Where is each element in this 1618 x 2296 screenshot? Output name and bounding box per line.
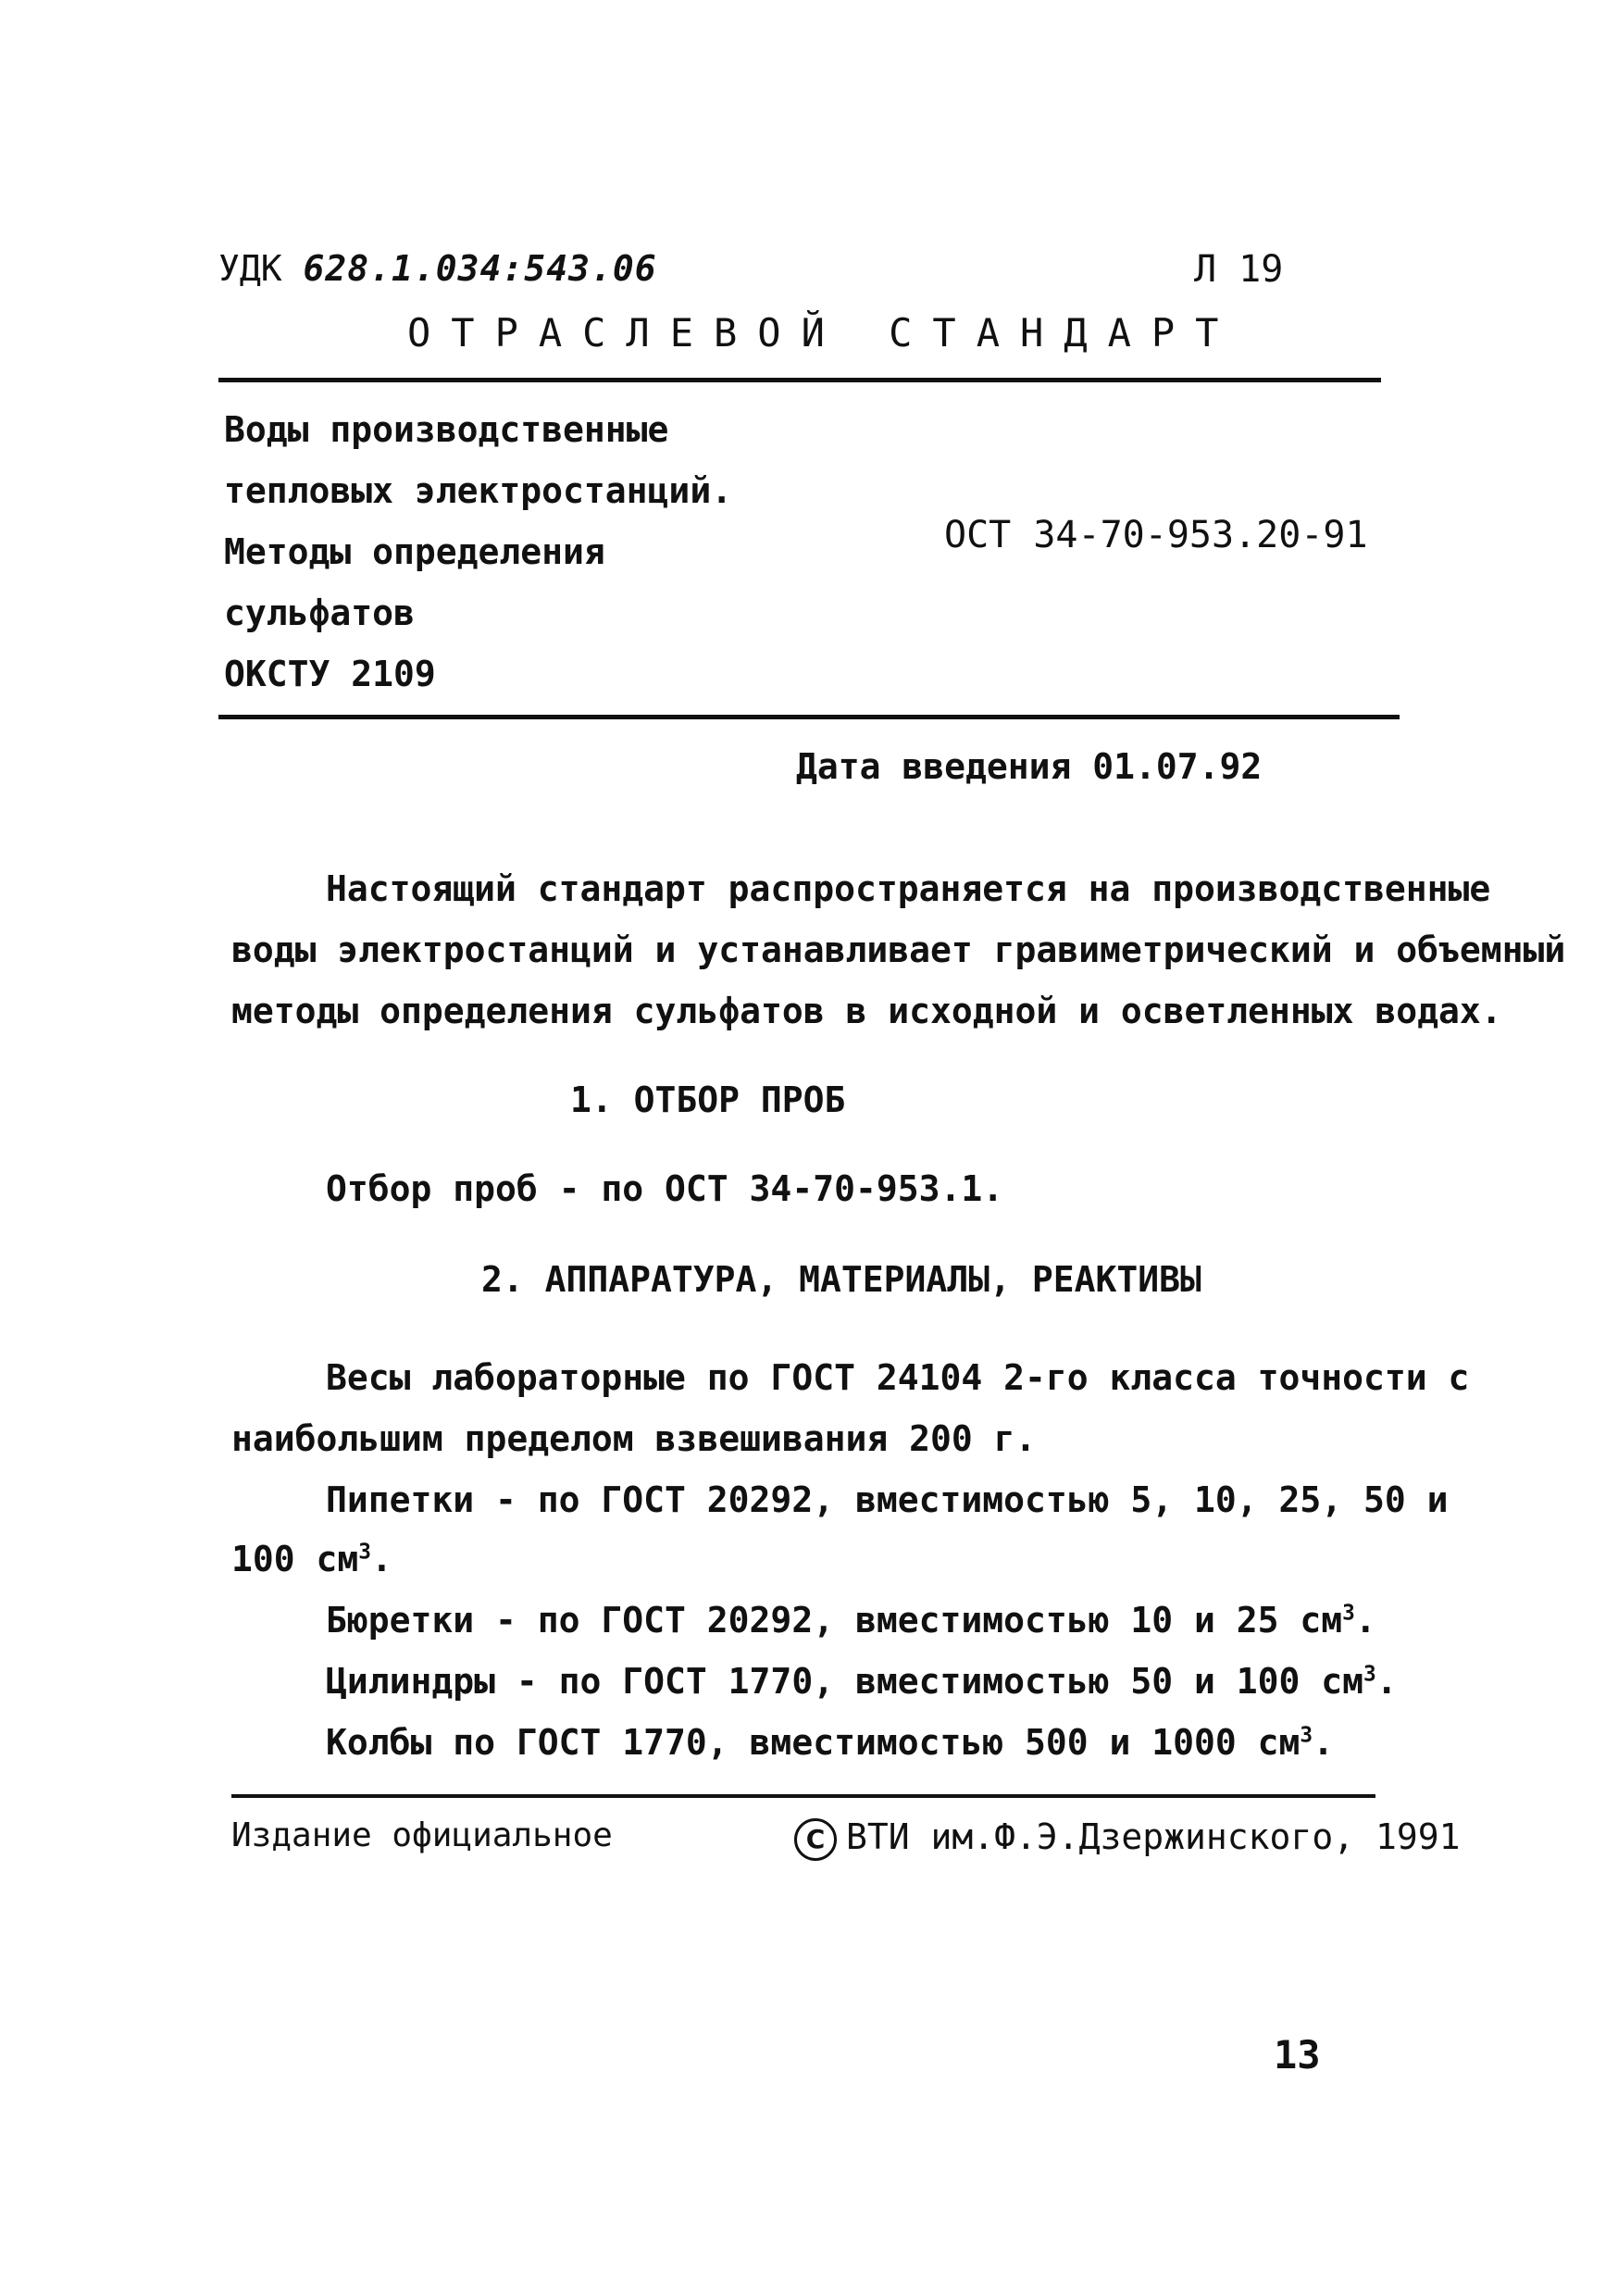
top-rule bbox=[218, 378, 1381, 382]
footer-rule bbox=[231, 1794, 1375, 1798]
cylinders-line: Цилиндры - по ГОСТ 1770, вместимостью 50 и 100 $см^3$. bbox=[326, 1661, 1398, 1702]
group-code: Л 19 bbox=[1194, 248, 1284, 291]
scales-line-2: наибольшим пределом взвешивания 200 г. bbox=[231, 1418, 1037, 1459]
burettes-line: Бюретки - по ГОСТ 20292, вместимостью 10 и 25 $см^3$. bbox=[326, 1600, 1376, 1641]
section-2-heading: 2. АППАРАТУРА, МАТЕРИАЛЫ, РЕАКТИВЫ bbox=[481, 1259, 1201, 1300]
copyright-holder: ВТИ им.Ф.Э.Дзержинского, 1991 bbox=[846, 1816, 1461, 1857]
meta-line-5: ОКСТУ 2109 bbox=[224, 654, 436, 694]
pipettes-line-1: Пипетки - по ГОСТ 20292, вместимостью 5, 10, 25, 50 и bbox=[326, 1479, 1449, 1520]
intro-line-3: методы определения сульфатов в исходной и осветленных водах. bbox=[231, 991, 1502, 1031]
udk-number: 628.1.034:543.06 bbox=[303, 248, 657, 289]
pipettes-line-2: 100 $см^3$. bbox=[231, 1539, 392, 1579]
flasks-line: Колбы по ГОСТ 1770, вместимостью 500 и 1000 $см^3$. bbox=[326, 1722, 1335, 1763]
meta-line-2: тепловых электростанций. bbox=[224, 470, 733, 511]
scales-line-1: Весы лабораторные по ГОСТ 24104 2-го класса точности с bbox=[326, 1357, 1470, 1398]
section-1-text: Отбор проб - по ОСТ 34-70-953.1. bbox=[326, 1168, 1004, 1209]
official-edition-label: Издание официальное bbox=[231, 1816, 613, 1854]
standard-code: ОСТ 34-70-953.20-91 bbox=[944, 514, 1368, 556]
intro-line-1: Настоящий стандарт распространяется на производственные bbox=[326, 868, 1491, 909]
copyright-icon: C bbox=[794, 1818, 837, 1861]
page-number: 13 bbox=[1274, 2032, 1321, 2078]
middle-rule bbox=[218, 715, 1400, 719]
meta-line-1: Воды производственные bbox=[224, 409, 669, 450]
copyright-line bbox=[794, 1816, 1460, 1861]
document-title: ОТРАСЛЕВОЙ СТАНДАРТ bbox=[407, 310, 1239, 356]
introduction-date: Дата введения 01.07.92 bbox=[796, 746, 1263, 787]
udk-prefix: УДК bbox=[218, 248, 282, 289]
intro-line-2: воды электростанций и устанавливает гравиметрический и объемный bbox=[231, 930, 1566, 970]
section-1-heading: 1. ОТБОР ПРОБ bbox=[570, 1079, 846, 1120]
meta-line-3: Методы определения bbox=[224, 531, 605, 572]
udk-line bbox=[218, 248, 657, 289]
meta-line-4: сульфатов bbox=[224, 593, 415, 633]
